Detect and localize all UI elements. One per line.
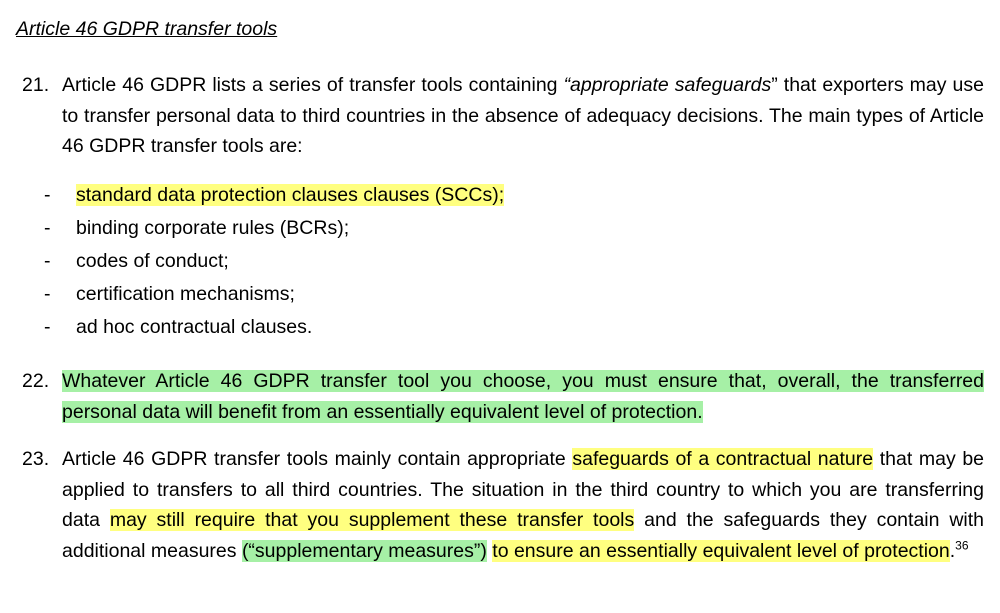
paragraph-text — [62, 444, 984, 566]
list-dash: - — [44, 316, 51, 338]
list-item-text: certification mechanisms; — [76, 283, 295, 305]
paragraph-text — [62, 70, 984, 162]
list-item-text: ad hoc contractual clauses. — [76, 316, 313, 338]
list-dash: - — [44, 283, 51, 305]
highlighted-text: Whatever Article 46 GDPR transfer tool you choose, you must ensure that, overall, the transferred personal data will benefit from an essentially equivalent level of protection. — [62, 370, 984, 423]
highlighted-text: (“supplementary measures”) — [241, 539, 487, 562]
list-item — [44, 180, 504, 213]
list-item-text: standard data protection clauses clauses (SCCs); — [76, 184, 505, 206]
highlighted-text: safeguards of a contractual nature — [572, 448, 874, 470]
list-item-text: binding corporate rules (BCRs); — [76, 217, 350, 239]
list-dash: - — [44, 184, 51, 206]
list-item — [44, 279, 504, 312]
text-run: ” that exporters may use to transfer personal data to third countries in the absence of adequacy decisions. The main types of Article 46 GDPR transfer tools are: — [62, 74, 984, 157]
list-dash: - — [44, 217, 51, 239]
paragraph-number: 23. — [22, 448, 50, 470]
list-dash: - — [44, 250, 51, 272]
paragraph-23 — [22, 444, 984, 566]
text-run: and the safeguards they contain with additional measures — [62, 509, 985, 562]
paragraph-21 — [22, 70, 984, 162]
highlighted-text: to ensure an essentially equivalent level of protection — [492, 539, 950, 562]
list-item — [44, 246, 504, 279]
list-item — [44, 312, 504, 345]
list-item — [44, 213, 504, 246]
list-item-text: codes of conduct; — [76, 250, 229, 272]
paragraph-text — [62, 366, 984, 427]
transfer-tools-list — [44, 180, 504, 345]
text-run: Article 46 GDPR lists a series of transfer tools containing — [62, 74, 564, 96]
text-run: that may be applied to transfers to all third countries. The situation in the third country to which you are transferring data — [62, 448, 985, 531]
paragraph-22 — [22, 366, 984, 427]
paragraph-number: 22. — [22, 370, 50, 392]
section-heading: Article 46 GDPR transfer tools — [16, 18, 278, 40]
quoted-term: “appropriate safeguards — [563, 74, 772, 96]
text-run: . — [949, 539, 956, 562]
highlighted-text: may still require that you supplement these transfer tools — [109, 509, 635, 531]
text-run: Article 46 GDPR transfer tools mainly contain appropriate — [62, 448, 573, 470]
paragraph-number: 21. — [22, 74, 50, 96]
footnote-marker[interactable]: 36 — [955, 538, 969, 552]
